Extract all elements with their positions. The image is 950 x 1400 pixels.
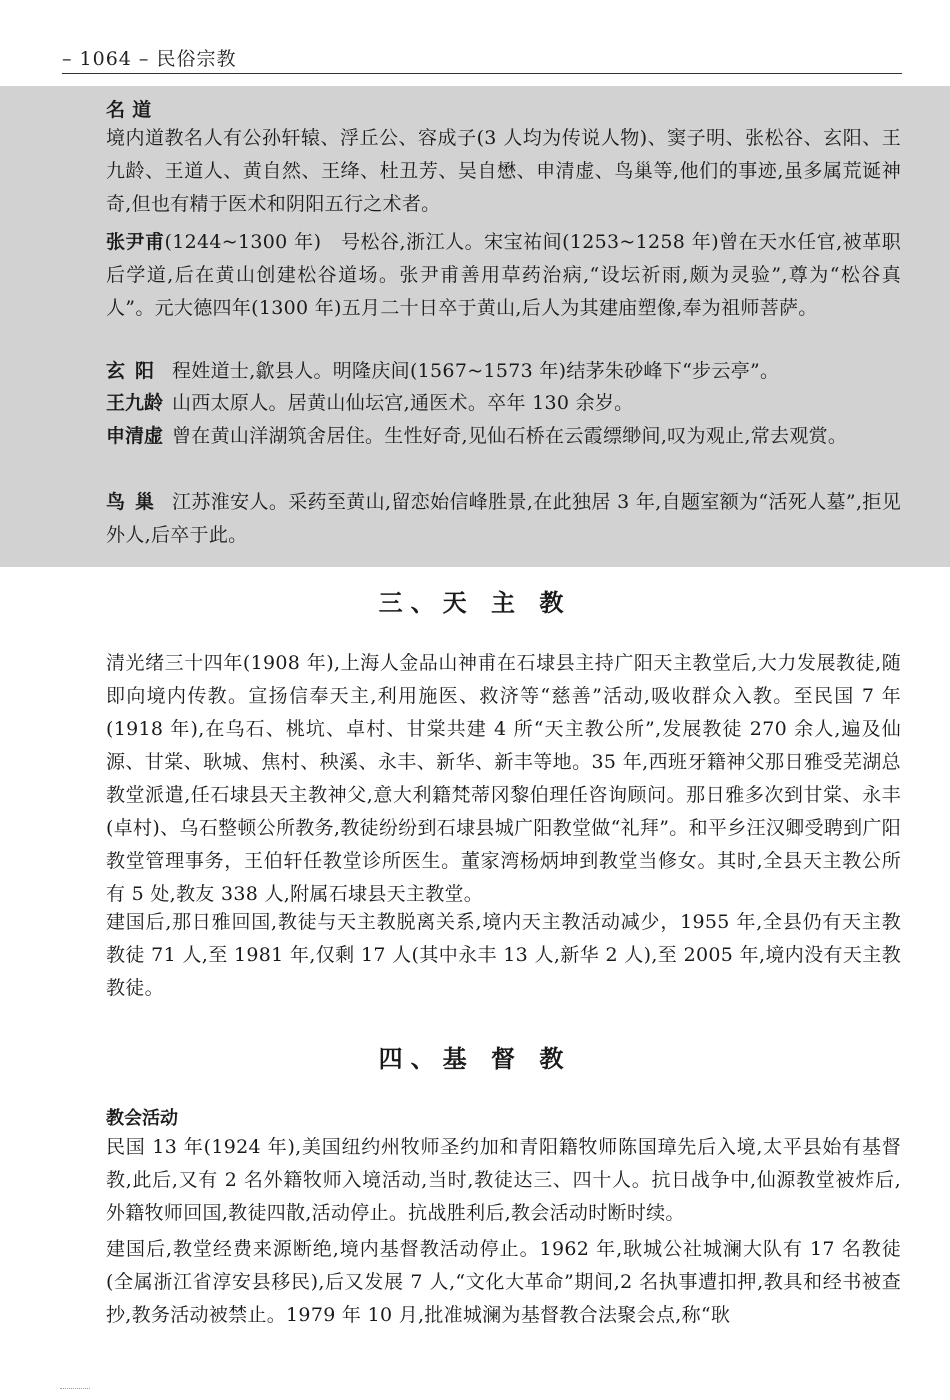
taoism-entry — [106, 486, 901, 552]
protestant-paragraph-2: 建国后,教堂经费来源断绝,境内基督教活动停止。1962 年,耿城公社城澜大队有 17 名教徒(全属浙江省淳安县移民),后又发展 7 人,“文化大革命”期间,2 名执事遭扣押,教具和经书被查抄,教务活动被禁止。1979 年 10 月,批准城澜为基督教合法聚会点,称“耿 — [106, 1238, 901, 1326]
entry-text: 山西太原人。居黄山仙坛宫,通医术。卒年 130 余岁。 — [172, 392, 634, 414]
header-rule — [62, 73, 902, 74]
protestant-paragraph-1: 民国 13 年(1924 年),美国纽约州牧师圣约加和青阳籍牧师陈国璋先后入境,太平县始有基督教,此后,又有 2 名外籍牧师入境活动,当时,教徒达三、四十人。抗日战争中,仙源教堂被炸后,外籍牧师回国,教徒四散,活动停止。抗战胜利后,教会活动时断时续。 — [106, 1136, 901, 1224]
section-title-catholic: 三、天 主 教 — [378, 588, 572, 617]
taoism-entry — [106, 355, 901, 388]
entry-name: 张尹甫 — [106, 231, 165, 253]
section-title-protestant: 四、基 督 教 — [378, 1044, 572, 1073]
entry-name: 王九龄 — [106, 392, 164, 414]
subheading-church-activities: 教会活动 — [106, 1108, 178, 1129]
scan-mark — [60, 1388, 90, 1392]
catholic-paragraph-2: 建国后,那日雅回国,教徒与天主教脱离关系,境内天主教活动减少，1955 年,全县仍有天主教教徒 71 人,至 1981 年,仅剩 17 人(其中永丰 13 人,新华 2 人),至 2005 年,境内没有天主教教徒。 — [106, 911, 901, 999]
taoism-entry — [106, 226, 901, 325]
entry-name: 申清虚 — [106, 425, 164, 447]
entry-text: 江苏淮安人。采药至黄山,留恋始信峰胜景,在此独居 3 年,自题室额为“活死人墓”,拒见外人,后卒于此。 — [106, 491, 901, 546]
taoism-heading: 名 道 — [106, 99, 152, 121]
page-header: – 1064 – 民俗宗教 — [62, 48, 237, 70]
entry-text: 曾在黄山洋湖筑舍居住。生性好奇,见仙石桥在云霞缥缈间,叹为观止,常去观赏。 — [172, 425, 848, 447]
entry-text: 程姓道士,歙县人。明隆庆间(1567~1573 年)结茅朱砂峰下“步云亭”。 — [172, 360, 780, 382]
catholic-paragraph-1: 清光绪三十四年(1908 年),上海人金品山神甫在石埭县主持广阳天主教堂后,大力发展教徒,随即向境内传教。宣扬信奉天主,利用施医、救济等“慈善”活动,吸收群众入教。至民国 7 年(1918 年),在乌石、桃坑、卓村、甘棠共建 4 所“天主教公所”,发展教徒 270 余人,遍及仙源、甘棠、耿城、焦村、秧溪、永丰、新华、新丰等地。35 年,西班牙籍神父那日雅受芜湖总教堂派遣,任石埭县天主教神父,意大利籍梵蒂冈黎伯理任咨询顾问。那日雅多次到甘棠、永丰(卓村)、乌石整顿公所教务,教徒纷纷到石埭县城广阳教堂做“礼拜”。和平乡汪汉卿受聘到广阳教堂管理事务，王伯轩任教堂诊所医生。董家湾杨炳坤到教堂当修女。其时,全县天主教公所有 5 处,教友 338 人,附属石埭县天主教堂。 — [106, 652, 901, 905]
entry-text: (1244~1300 年) 号松谷,浙江人。宋宝祐间(1253~1258 年)曾在天水任官,被革职后学道,后在黄山创建松谷道场。张尹甫善用草药治病,“设坛祈雨,颇为灵验”,尊为“松谷真人”。元大德四年(1300 年)五月二十日卒于黄山,后人为其建庙塑像,奉为祖师菩萨。 — [106, 231, 901, 319]
entry-name: 玄阳 — [106, 360, 165, 382]
taoism-entry — [106, 420, 901, 453]
entry-name: 鸟巢 — [106, 491, 165, 513]
taoism-entry — [106, 387, 901, 420]
taoism-intro: 境内道教名人有公孙轩辕、浮丘公、容成子(3 人均为传说人物)、窦子明、张松谷、玄阳、王九龄、王道人、黄自然、王绛、杜丑芳、吴自懋、申清虚、鸟巢等,他们的事迹,虽多属荒诞神奇,但也有精于医术和阴阳五行之术者。 — [106, 127, 901, 215]
